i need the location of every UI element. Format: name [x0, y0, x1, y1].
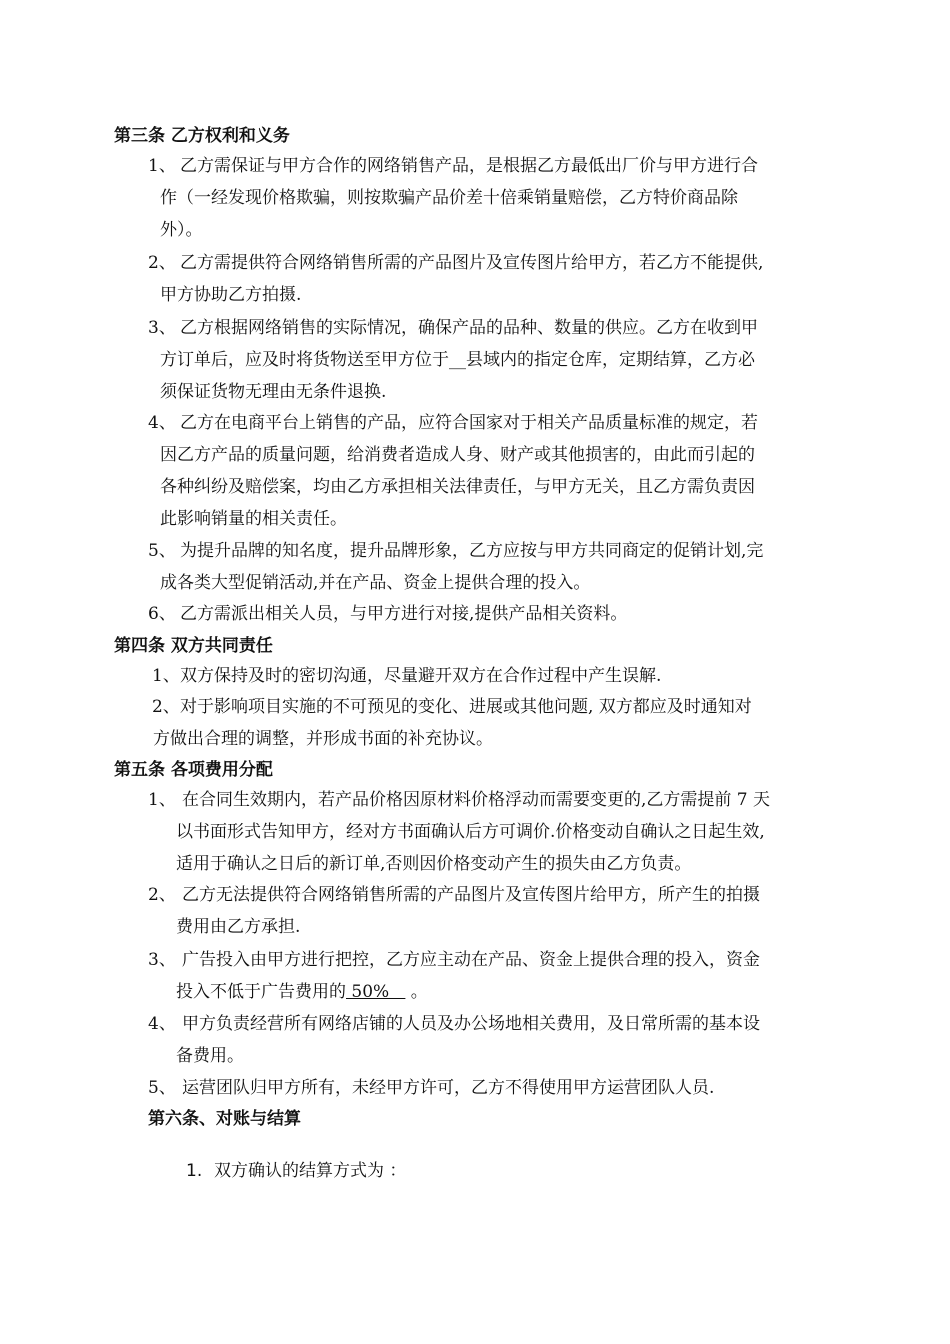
- item-line: 费用由乙方承担.: [176, 917, 301, 937]
- item-number: 6、: [148, 604, 176, 624]
- item-number: 3、: [148, 318, 176, 338]
- item-number: 2、: [152, 697, 180, 717]
- item-line: 以书面形式告知甲方，经对方书面确认后方可调价.价格变动自确认之日起生效,: [176, 822, 765, 842]
- item-line: 甲方负责经营所有网络店铺的人员及办公场地相关费用，及日常所需的基本设: [182, 1014, 760, 1034]
- percentage-value: 50%: [346, 982, 406, 1002]
- item-line: 双方保持及时的密切沟通，尽量避开双方在合作过程中产生误解.: [180, 666, 662, 686]
- section-heading: 第三条 乙方权利和义务: [114, 126, 290, 146]
- item-number: 1、: [148, 790, 176, 810]
- item-line: 成各类大型促销活动,并在产品、资金上提供合理的投入。: [160, 573, 591, 593]
- item-line-text: 投入不低于广告费用的: [176, 982, 346, 1002]
- item-line: 乙方在电商平台上销售的产品，应符合国家对于相关产品质量标准的规定，若: [180, 413, 758, 433]
- item-line: 在合同生效期内，若产品价格因原材料价格浮动而需要变更的,乙方需提前 7 天: [182, 790, 771, 810]
- item-number: 1、: [148, 156, 176, 176]
- item-line: 乙方无法提供符合网络销售所需的产品图片及宣传图片给甲方，所产生的拍摄: [182, 885, 760, 905]
- item-number: 5、: [148, 1078, 176, 1098]
- item-number: 5、: [148, 541, 176, 561]
- item-line: 甲方协助乙方拍摄.: [160, 285, 302, 305]
- item-line: 对于影响项目实施的不可预见的变化、进展或其他问题, 双方都应及时通知对: [180, 697, 752, 717]
- item-line: 须保证货物无理由无条件退换.: [160, 382, 387, 402]
- item-number: 2、: [148, 253, 176, 273]
- item-number: 1、: [152, 666, 180, 686]
- item-line: 乙方需派出相关人员，与甲方进行对接,提供产品相关资料。: [180, 604, 628, 624]
- item-line: 此影响销量的相关责任。: [160, 509, 347, 529]
- item-number: 4、: [148, 413, 176, 433]
- item-line: 外）。: [160, 220, 203, 240]
- item-line: 因乙方产品的质量问题，给消费者造成人身、财产或其他损害的，由此而引起的: [160, 445, 755, 465]
- item-line: 广告投入由甲方进行把控，乙方应主动在产品、资金上提供合理的投入，资金: [182, 950, 760, 970]
- section-heading: 第五条 各项费用分配: [114, 760, 273, 780]
- item-line: 乙方根据网络销售的实际情况，确保产品的品种、数量的供应。乙方在收到甲: [180, 318, 758, 338]
- item-line: [176, 984, 428, 1001]
- item-line: 乙方需保证与甲方合作的网络销售产品，是根据乙方最低出厂价与甲方进行合: [180, 156, 758, 176]
- item-number: 3、: [148, 950, 176, 970]
- item-number: 2、: [148, 885, 176, 905]
- section-heading: 第六条、对账与结算: [148, 1109, 301, 1129]
- item-number: 1.: [186, 1161, 203, 1181]
- item-line-end: 。: [405, 982, 428, 1002]
- item-line: 作（一经发现价格欺骗，则按欺骗产品价差十倍乘销量赔偿，乙方特价商品除: [160, 188, 738, 208]
- item-line: 乙方需提供符合网络销售所需的产品图片及宣传图片给甲方，若乙方不能提供,: [180, 253, 764, 273]
- item-line: 各种纠纷及赔偿案，均由乙方承担相关法律责任，与甲方无关，且乙方需负责因: [160, 477, 755, 497]
- item-line: 适用于确认之日后的新订单,否则因价格变动产生的损失由乙方负责。: [176, 854, 692, 874]
- item-line: 为提升品牌的知名度，提升品牌形象，乙方应按与甲方共同商定的促销计划,完: [180, 541, 764, 561]
- item-line: 备费用。: [176, 1046, 244, 1066]
- item-line: 方做出合理的调整，并形成书面的补充协议。: [153, 729, 493, 749]
- item-line: 方订单后，应及时将货物送至甲方位于__县域内的指定仓库，定期结算，乙方必: [160, 350, 755, 370]
- section-heading: 第四条 双方共同责任: [114, 636, 273, 656]
- item-line: 双方确认的结算方式为 ：: [214, 1161, 407, 1181]
- item-line: 运营团队归甲方所有，未经甲方许可，乙方不得使用甲方运营团队人员.: [182, 1078, 715, 1098]
- item-number: 4、: [148, 1014, 176, 1034]
